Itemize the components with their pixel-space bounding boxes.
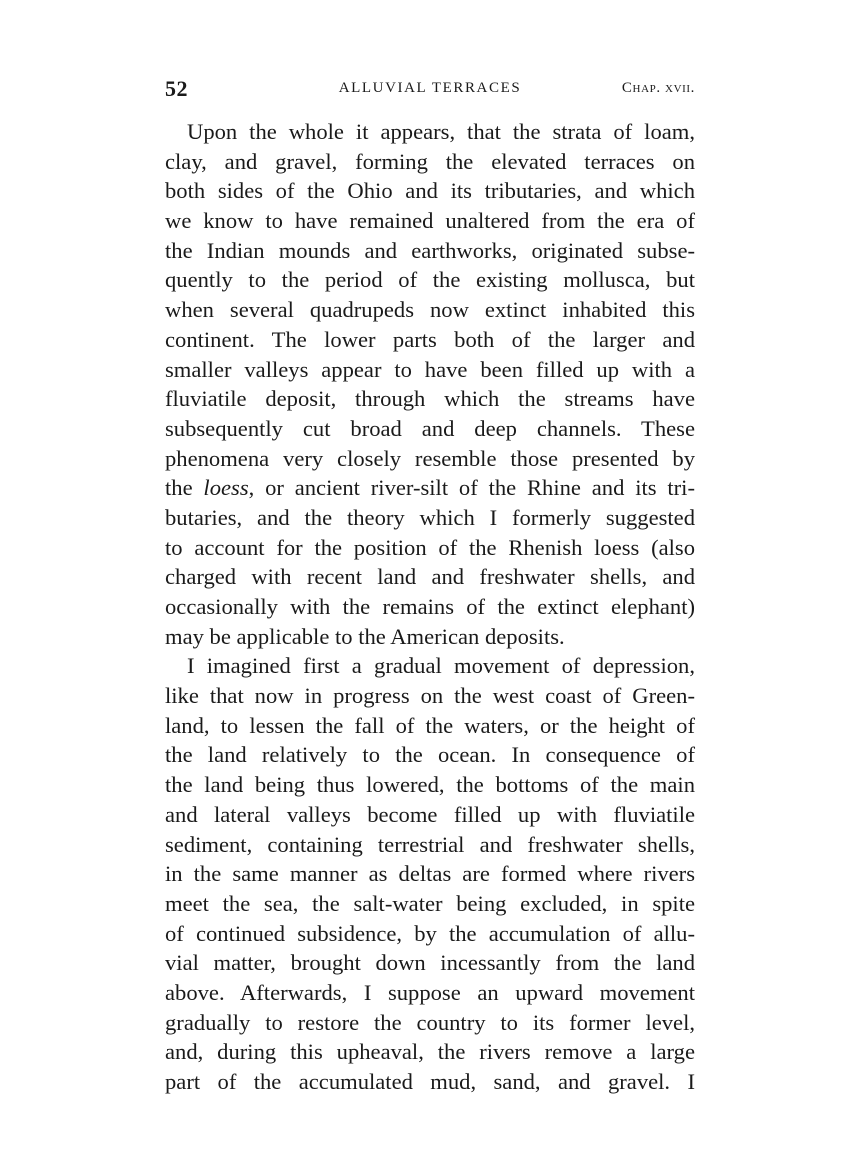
text-line: phenomena very closely resemble those presented by [165, 445, 695, 471]
text-segment: the [165, 475, 204, 501]
text-line: butaries, and the theory which I formerly suggested [165, 504, 695, 530]
text-line: gradually to restore the country to its former level, [165, 1009, 695, 1035]
text-line: meet the sea, the salt-water being excluded, in spite [165, 890, 695, 916]
text-line: clay, and gravel, forming the elevated terraces on [165, 148, 695, 174]
text-line: part of the accumulated mud, sand, and gravel. I [165, 1069, 695, 1094]
page-number: 52 [165, 76, 188, 101]
text-line: occasionally with the remains of the extinct elephant) [165, 594, 695, 619]
text-line: I imagined first a gradual movement of depression, [187, 653, 695, 679]
text-line: Upon the whole it appears, that the strata of loam, [187, 119, 695, 144]
text-line: to account for the position of the Rhenish loess (also [165, 534, 695, 560]
text-line: the land relatively to the ocean. In consequence of [165, 742, 695, 768]
paragraph-2 [165, 651, 695, 1096]
text-line: we know to have remained unaltered from the era of [165, 208, 695, 234]
text-line: the Indian mounds and earthworks, originated subse- [165, 237, 695, 263]
text-line: charged with recent land and freshwater shells, and [165, 564, 695, 590]
text-line: and, during this upheaval, the rivers remove a large [165, 1039, 695, 1065]
text-line: of continued subsidence, by the accumulation of allu- [165, 920, 695, 946]
text-line: above. Afterwards, I suppose an upward movement [165, 979, 695, 1005]
running-title: ALLUVIAL TERRACES [338, 80, 522, 96]
text-line: land, to lessen the fall of the waters, or the height of [165, 712, 695, 738]
text-line: sediment, containing terrestrial and freshwater shells, [165, 831, 695, 857]
chapter-reference: Chap. xvii. [621, 80, 695, 96]
text-line: and lateral valleys become filled up with fluviatile [165, 801, 695, 827]
text-line: vial matter, brought down incessantly from the land [165, 950, 695, 976]
paragraph-1 [165, 117, 695, 651]
text-line: smaller valleys appear to have been filled up with a [165, 356, 695, 382]
text-line: in the same manner as deltas are formed where rivers [165, 861, 695, 887]
text-line: continent. The lower parts both of the larger and [165, 326, 695, 352]
text-line-with-italic [165, 473, 695, 503]
text-line: may be applicable to the American deposits. [165, 623, 565, 649]
italic-word-loess: loess [203, 475, 249, 501]
text-line: the land being thus lowered, the bottoms of the main [165, 772, 695, 798]
body-text [165, 117, 695, 1097]
text-line: fluviatile deposit, through which the streams have [165, 386, 695, 412]
text-line: when several quadrupeds now extinct inhabited this [165, 297, 695, 323]
page-header [165, 76, 695, 106]
text-line: quently to the period of the existing mollusca, but [165, 267, 695, 293]
text-line: like that now in progress on the west coast of Green- [165, 683, 695, 709]
text-line: both sides of the Ohio and its tributaries, and which [165, 178, 695, 204]
text-segment: , or ancient river-silt of the Rhine and its tri- [248, 475, 695, 501]
text-line: subsequently cut broad and deep channels. These [165, 415, 695, 441]
